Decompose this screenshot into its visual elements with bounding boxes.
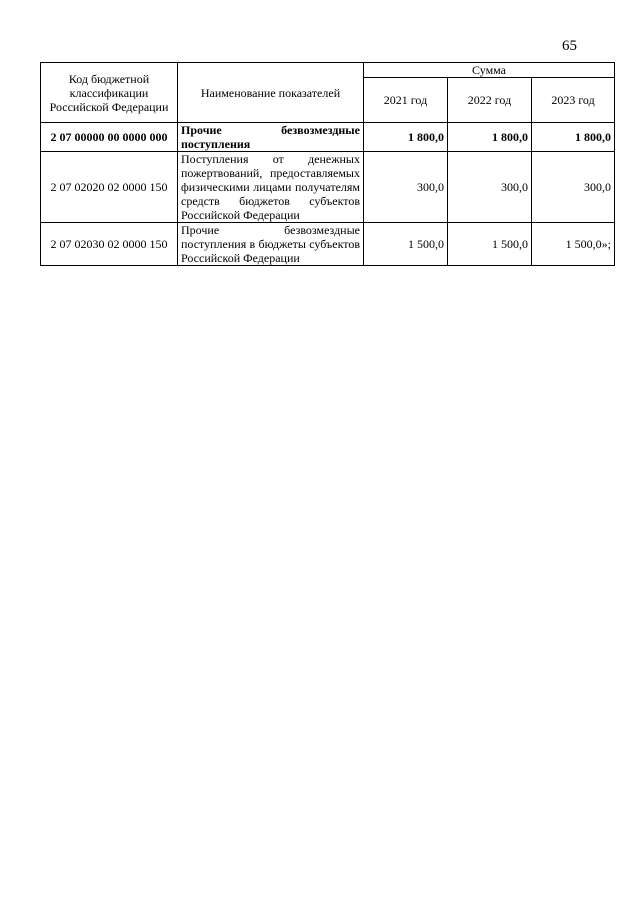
row-value-2023: 300,0 — [532, 152, 615, 223]
row-value-2021: 1 500,0 — [364, 223, 448, 266]
row-code: 2 07 02030 02 0000 150 — [41, 223, 178, 266]
header-year-2021: 2021 год — [364, 78, 448, 123]
row-code: 2 07 02020 02 0000 150 — [41, 152, 178, 223]
budget-table — [40, 62, 615, 266]
page-number: 65 — [562, 38, 577, 54]
row-value-2021: 300,0 — [364, 152, 448, 223]
row-name: Поступления от денежных пожертвований, предоставляемых физическими лицами получателям средств бюджетов субъектов Российской Федерации — [178, 152, 364, 223]
header-row-top — [41, 63, 615, 78]
row-code: 2 07 00000 00 0000 000 — [41, 123, 178, 152]
table-row — [41, 223, 615, 266]
header-year-2022: 2022 год — [448, 78, 532, 123]
row-name: Прочие безвозмездные поступления — [178, 123, 364, 152]
row-value-2022: 1 500,0 — [448, 223, 532, 266]
row-value-2023: 1 500,0»; — [532, 223, 615, 266]
row-value-2022: 300,0 — [448, 152, 532, 223]
row-name: Прочие безвозмездные поступления в бюджеты субъектов Российской Федерации — [178, 223, 364, 266]
header-sum: Сумма — [364, 63, 615, 78]
table-row — [41, 123, 615, 152]
row-value-2022: 1 800,0 — [448, 123, 532, 152]
header-year-2023: 2023 год — [532, 78, 615, 123]
row-value-2023: 1 800,0 — [532, 123, 615, 152]
row-value-2021: 1 800,0 — [364, 123, 448, 152]
table-row — [41, 152, 615, 223]
header-code: Код бюджетной классификации Российской Федерации — [41, 63, 178, 123]
header-name: Наименование показателей — [178, 63, 364, 123]
